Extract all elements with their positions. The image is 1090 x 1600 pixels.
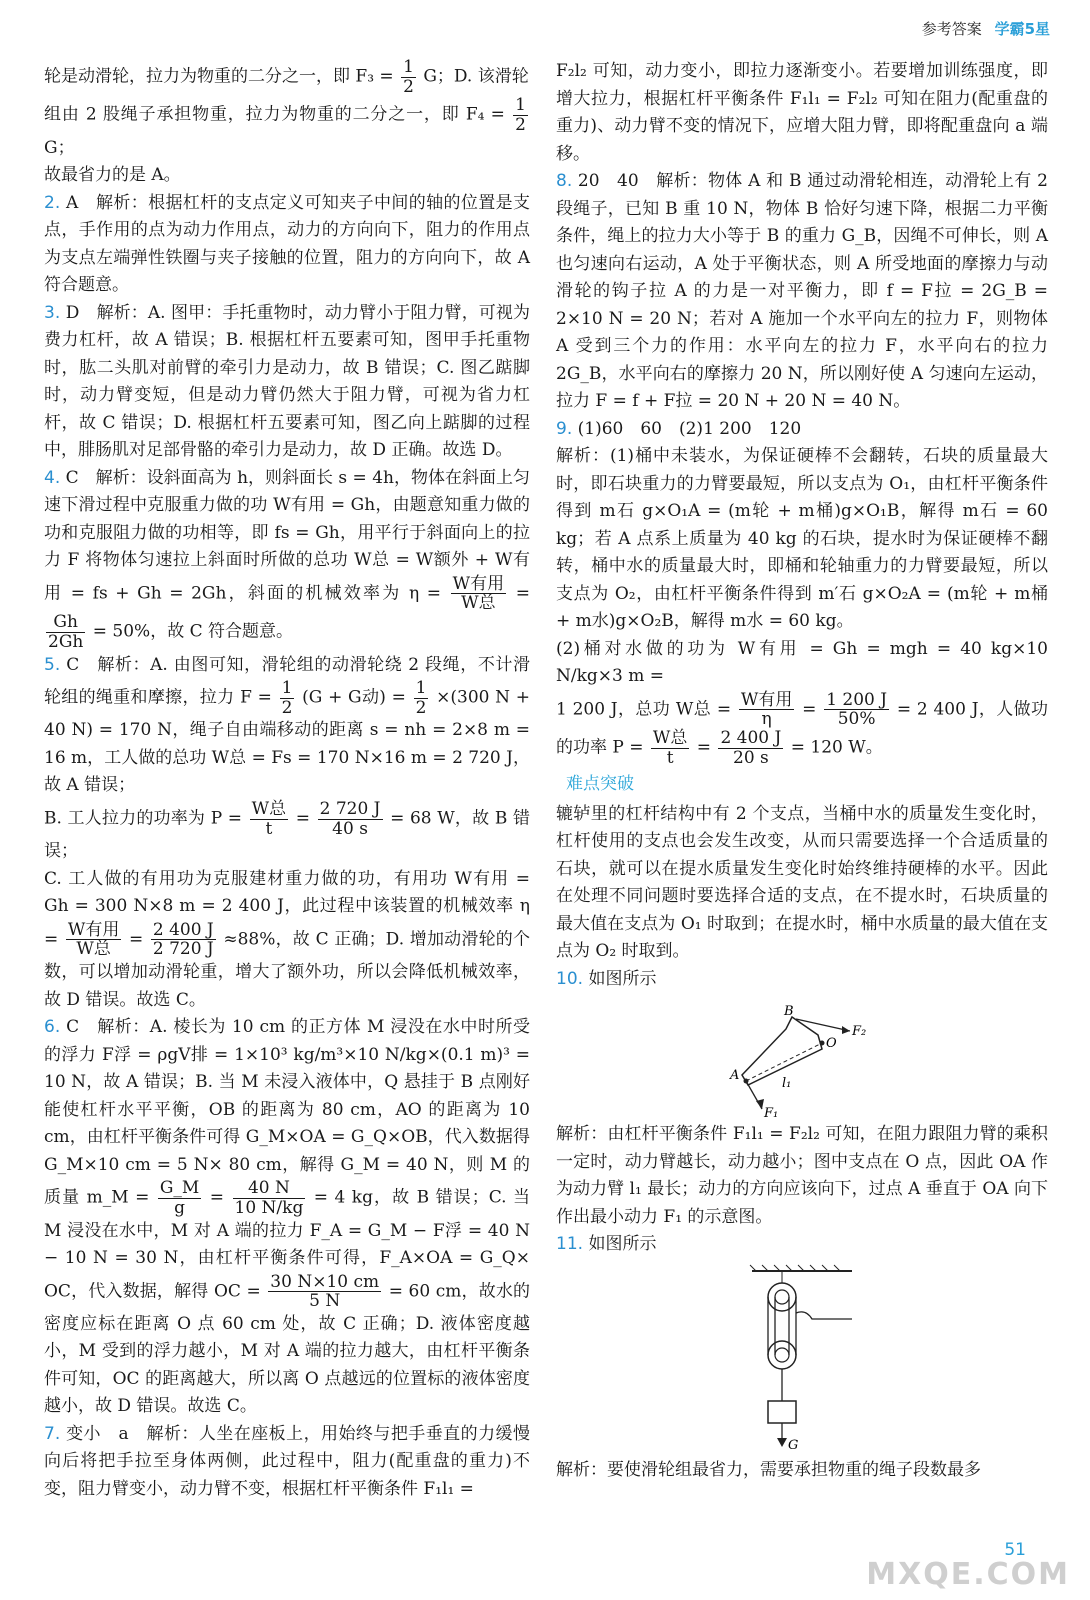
left-column: 轮是动滑轮，拉力为物重的二分之一，即 F₃ = $\frac{1}{2}$ G；D. 该滑轮 组由 2 股绳子承担物重，拉力为物重的二分之一，即 F₄ = $\frac{1}{2}$ G； 故最省力的是 A。 2. A 解析：根据杠杆的支点定义可知夹子中间的轴的位置是支点，手作用的点为动力作用点，动力的方向向下，阻力的作用点为支点左端弹性铁圈与夹子接触的位置，阻力的方向向下，故 A 符合题意。 3. D 解析：A. 图甲：手托重物时，动力臂小于阻力臂，可视为费力杠杆，故 A 错误；B. 根据杠杆五要素可知，图甲手托重物时，肱二头肌对前臂的牵引力是动力，故 B 错误；C. 图乙踮脚时，动力臂变短，但是动力臂仍然大于阻力臂，可视为省力杠杆，故 C 错误；D. 根据杠杆五要素可知，图乙向上踮脚的过程中，腓肠肌对足部骨骼的牵引力是动力，故 D 正确。故选 D。 4. C 解析：设斜面高为 h，则斜面长 s = 4h，物体在斜面上匀速下滑过程中克服重力做的功 W有用 = Gh，由题意知重力做的功和克服阻力做的功相等，即 fs = Gh，用平行于斜面向上的拉力 F 将物体匀速拉上斜面时所做的总功 W总 = W额外 + W有用 = fs + Gh = 2Gh，斜面的机械效率为 η = $\frac{\text{W有用}}{\text{W总}}$ = $\frac{Gh}{2Gh}$ = 50%，故 C 符合题意。 5. C 解析：A. 由图可知，滑轮组的动滑轮绕 2 段绳，不计滑轮组的绳重和摩擦，拉力 F = $\frac{1}{2}$ (G + G动) = $\frac{1}{2}$ ×(300 N + 40 N) = 170 N，绳子自由端移动的距离 s = nh = 2×8 m = 16 m，工人做的总功 W总 = Fs = 170 N×16 m = 2 720 J，故 A 错误； B. 工人拉力的功率为 P = $\frac{\text{W总}}{t}$ = $\frac{2 720 J}{40 s}$ = 68 W，故 B 错误； C. 工人做的有用功为克服建材重力做的功，有用功 W有用 = Gh = 300 N×8 m = 2 400 J，此过程中该装置的机械效率 η = $\frac{\text{W有用}}{\text{W总}}$ = $\frac{2 400 J}{2 720 J}$ ≈88%，故 C 正确；D. 增加动滑轮的个数，可以增加动滑轮重，增大了额外功，所以会降低机械效率，故 D 错误。故选 C。 6. C 解析：A. 棱长为 10 cm 的正方体 M 浸没在水中时所受的浮力 F浮 = ρgV排 = 1×10³ kg/m³×10 N/kg×(0.1 m)³ = 10 N，故 A 错误；B. 当 M 未浸入液体中，Q 悬挂于 B 点刚好能使杠杆水平平衡，OB 的距离为 80 cm，AO 的距离为 10 cm，由杠杆平衡条件可得 G_M×OA = G_Q×OB，代入数据得 G_M×10 cm = 5 N× 80 cm，解得 G_M = 40 N，则 M 的质量 m_M = $\frac{G\_M}{g}$ = $\frac{40 N}{10 N/kg}$ = 4 kg，故 B 错误；C. 当 M 浸没在水中，M 对 A 端的拉力 F_A = G_M − F浮 = 40 N − 10 N = 30 N，由杠杆平衡条件可得，F_A×OA = G_Q× OC，代入数据，解得 OC = $\frac{30 N\times 10 cm}{5 N}$ = 60 cm，故水的密度应标在距离 O 点 60 cm 处，故 C 正确；D. 液体密度越小，M 受到的浮力越小，M 对 A 端的拉力越大，由杠杆平衡条件可知，OC 的距离越大，所以离 O 点越远的位置标的液体密度越小，故 D 错误。故选 C。 7. 变小 a 解析：人坐在座板上，用始终与把手垂直的力缓慢向后将把手拉至身体两侧，此过程中，阻力(配重盘的重力)不变，阻力臂变小，动力臂不变，根据杠杆平衡条件 F₁l₁ = <box>44 58 530 1503</box>
label-F1: F₁ <box>764 1106 779 1118</box>
pulley-diagram <box>742 1263 862 1453</box>
answer-5: 5. C 解析：A. 由图可知，滑轮组的动滑轮绕 2 段绳，不计滑轮组的绳重和摩擦，拉力 F = $\frac{1}{2}$ (G + G动) = $\frac{1}{2}$ ×(300 N + 40 N) = 170 N，绳子自由端移动的距离 s = nh = 2×8 m = 16 m，工人做的总功 W总 = Fs = 170 N×16 m = 2 720 J，故 A 错误； <box>44 654 530 796</box>
section-title: 难点突破 <box>566 774 634 795</box>
answer-2: 2. A 解析：根据杠杆的支点定义可知夹子中间的轴的位置是支点，手作用的点为动力作用点，动力的方向向下，阻力的作用点为支点左端弹性铁圈与夹子接触的位置，阻力的方向向下，故 A 符合题意。 <box>44 192 530 296</box>
page-header <box>922 18 1050 39</box>
label-A: A <box>730 1068 740 1084</box>
right-column: F₂l₂ 可知，动力变小，即拉力逐渐变小。若要增加训练强度，即增大拉力，根据杠杆平衡条件 F₁l₁ = F₂l₂ 可知在阻力(配重盘的重力)、动力臂不变的情况下，应增大阻力臂，即将配重盘向 a 端移。 8. 20 40 解析：物体 A 和 B 通过动滑轮相连，动滑轮上有 2 段绳子，已知 B 重 10 N，物体 B 恰好匀速下降，根据二力平衡条件，绳上的拉力大小等于 B 的重力 G_B，因绳不可伸长，则 A 也匀速向右运动，A 处于平衡状态，则 A 所受地面的摩擦力与动滑轮的钩子拉 A 的力是一对平衡力，即 f = F拉 = 2G_B = 2×10 N = 20 N；若对 A 施加一个水平向左的拉力 F，则物体 A 受到三个力的作用：水平向左的拉力 F，水平向右的拉力 2G_B，水平向右的摩擦力 20 N，所以刚好使 A 匀速向左运动，拉力 F = f + F拉 = 20 N + 20 N = 40 N。 9. (1)60 60 (2)1 200 120 解析：(1)桶中未装水，为保证硬棒不会翻转，石块的质量最大时，即石块重力的力臂要最短，所以支点为 O₁，由杠杆平衡条件得到 m石 g×O₁A = (m轮 + m桶)g×O₁B，解得 m石 = 60 kg；若 A 点系上质量为 40 kg 的石块，提水时为保证硬棒不翻转，桶中水的质量最大时，即桶和轮轴重力的力臂要最短，所以支点为 O₂，由杠杆平衡条件得到 m′石 g×O₂A = (m轮 + m桶 + m水)g×O₂B，解得 m水 = 60 kg。 (2)桶对水做的功为 W有用 = Gh = mgh = 40 kg×10 N/kg×3 m = 1 200 J，总功 W总 = $\frac{\text{W有用}}{\eta}$ = $\frac{1 200 J}{50\%}$ = 2 400 J，人做功的功率 P = $\frac{\text{W总}}{t}$ = $\frac{2 400 J}{20 s}$ = 120 W。 难点突破 辘轳里的杠杆结构中有 2 个支点，当桶中水的质量发生变化时，杠杆使用的支点也会发生改变，从而只需要选择一个合适质量的石块，就可以在提水质量发生变化时始终维持硬棒的水平。因此在处理不同问题时要选择合适的支点，在不提水时，石块质量的最大值在支点为 O₁ 时取到；在提水时，桶中水质量的最大值在支点为 O₂ 时取到。 10. 如图所示 B F₂ O A l₁ F₁ 解析：由杠杆平衡条件 F₁l₁ = F₂l₂ 可知，在阻力跟阻力臂的乘积一定时，动力臂越长，动力越小；图中支点在 O 点，因此 OA 作为动力臂 l₁ 最长；动力的方向应该向下，过点 A 垂直于 OA 向下作出最小动力 F₁ 的示意图。 11. 如图所示 G 解析：要使滑轮组最省力，需要承担物重的绳子段数最多 <box>556 61 1048 1480</box>
answer-8: 8. 20 40 解析：物体 A 和 B 通过动滑轮相连，动滑轮上有 2 段绳子，已知 B 重 10 N，物体 B 恰好匀速下降，根据二力平衡条件，绳上的拉力大小等于 B 的重力 G_B，因绳不可伸长，则 A 也匀速向右运动，A 处于平衡状态，则 A 所受地面的摩擦力与动滑轮的钩子拉 A 的力是一对平衡力，即 f = F拉 = 2G_B = 2×10 N = 20 N；若对 A 施加一个水平向左的拉力 F，则物体 A 受到三个力的作用：水平向左的拉力 F，水平向右的拉力 2G_B，水平向右的摩擦力 20 N，所以刚好使 A 匀速向左运动，拉力 F = f + F拉 = 20 N + 20 N = 40 N。 <box>556 171 1048 411</box>
breakthrough-text: 辘轳里的杠杆结构中有 2 个支点，当桶中水的质量发生变化时，杠杆使用的支点也会发生改变，从而只需要选择一个合适质量的石块，就可以在提水质量发生变化时始终维持硬棒的水平。因此在处理不同问题时要选择合适的支点，在不提水时，石块质量的最大值在支点为 O₁ 时取到；在提水时，桶中水质量的最大值在支点为 O₂ 时取到。 <box>556 803 1048 962</box>
answer-7: 7. 变小 a 解析：人坐在座板上，用始终与把手垂直的力缓慢向后将把手拉至身体两侧，此过程中，阻力(配重盘的重力)不变，阻力臂变小，动力臂不变，根据杠杆平衡条件 F₁l₁ = <box>44 1423 530 1499</box>
brand-logo: 学霸5星 <box>994 20 1050 38</box>
answer-10: 10. 如图所示 <box>556 968 657 989</box>
q1-tail: 轮是动滑轮，拉力为物重的二分之一，即 F₃ = $\frac{1}{2}$ G；D. 该滑轮 <box>44 57 529 97</box>
fraction: $\frac{1}{2}$ <box>403 57 414 97</box>
page-number: 51 <box>1004 1540 1026 1560</box>
fraction: $\frac{1}{2}$ <box>515 95 526 136</box>
label-G: G <box>788 1437 799 1453</box>
watermark: MXQE.COM <box>866 1557 1070 1592</box>
label-O: O <box>826 1036 837 1052</box>
label-B: B <box>784 1004 794 1020</box>
label-l1: l₁ <box>782 1076 792 1092</box>
answer-9: 9. (1)60 60 (2)1 200 120 <box>556 418 802 439</box>
answer-11: 11. 如图所示 <box>556 1234 657 1255</box>
lever-diagram <box>722 997 882 1117</box>
header-label: 参考答案 <box>921 20 982 38</box>
answer-3: 3. D 解析：A. 图甲：手托重物时，动力臂小于阻力臂，可视为费力杠杆，故 A 错误；B. 根据杠杆五要素可知，图甲手托重物时，肱二头肌对前臂的牵引力是动力，故 B 错误；C. 图乙踮脚时，动力臂变短，但是动力臂仍然大于阻力臂，可视为省力杠杆，故 C 错误；D. 根据杠杆五要素可知，图乙向上踮脚的过程中，腓肠肌对足部骨骼的牵引力是动力，故 D 正确。故选 D。 <box>44 302 531 461</box>
answer-4: 4. C 解析：设斜面高为 h，则斜面长 s = 4h，物体在斜面上匀速下滑过程中克服重力做的功 W有用 = Gh，由题意知重力做的功和克服阻力做的功相等，即 fs = Gh，用平行于斜面向上的拉力 F 将物体匀速拉上斜面时所做的总功 W总 = W额外 + W有用 = fs + Gh = 2Gh，斜面的机械效率为 η = $\frac{\text{W有用}}{\text{W总}}$ = $\frac{Gh}{2Gh}$ = 50%，故 C 符合题意。 <box>44 467 531 652</box>
answer-6: 6. C 解析：A. 棱长为 10 cm 的正方体 M 浸没在水中时所受的浮力 F浮 = ρgV排 = 1×10³ kg/m³×10 N/kg×(0.1 m)³ = 10 N，故 A 错误；B. 当 M 未浸入液体中，Q 悬挂于 B 点刚好能使杠杆水平平衡，OB 的距离为 80 cm，AO 的距离为 10 cm，由杠杆平衡条件可得 G_M×OA = G_Q×OB，代入数据得 G_M×10 cm = 5 N× 80 cm，解得 G_M = 40 N，则 M 的质量 m_M = $\frac{G\_M}{g}$ = $\frac{40 N}{10 N/kg}$ = 4 kg，故 B 错误；C. 当 M 浸没在水中，M 对 A 端的拉力 F_A = G_M − F浮 = 40 N − 10 N = 30 N，由杠杆平衡条件可得，F_A×OA = G_Q× OC，代入数据，解得 OC = $\frac{30 N\times 10 cm}{5 N}$ = 60 cm，故水的密度应标在距离 O 点 60 cm 处，故 C 正确；D. 液体密度越小，M 受到的浮力越小，M 对 A 端的拉力越大，由杠杆平衡条件可知，OC 的距离越大，所以离 O 点越远的位置标的液体密度越小，故 D 错误。故选 C。 <box>44 1017 531 1417</box>
label-F2: F₂ <box>852 1024 867 1040</box>
